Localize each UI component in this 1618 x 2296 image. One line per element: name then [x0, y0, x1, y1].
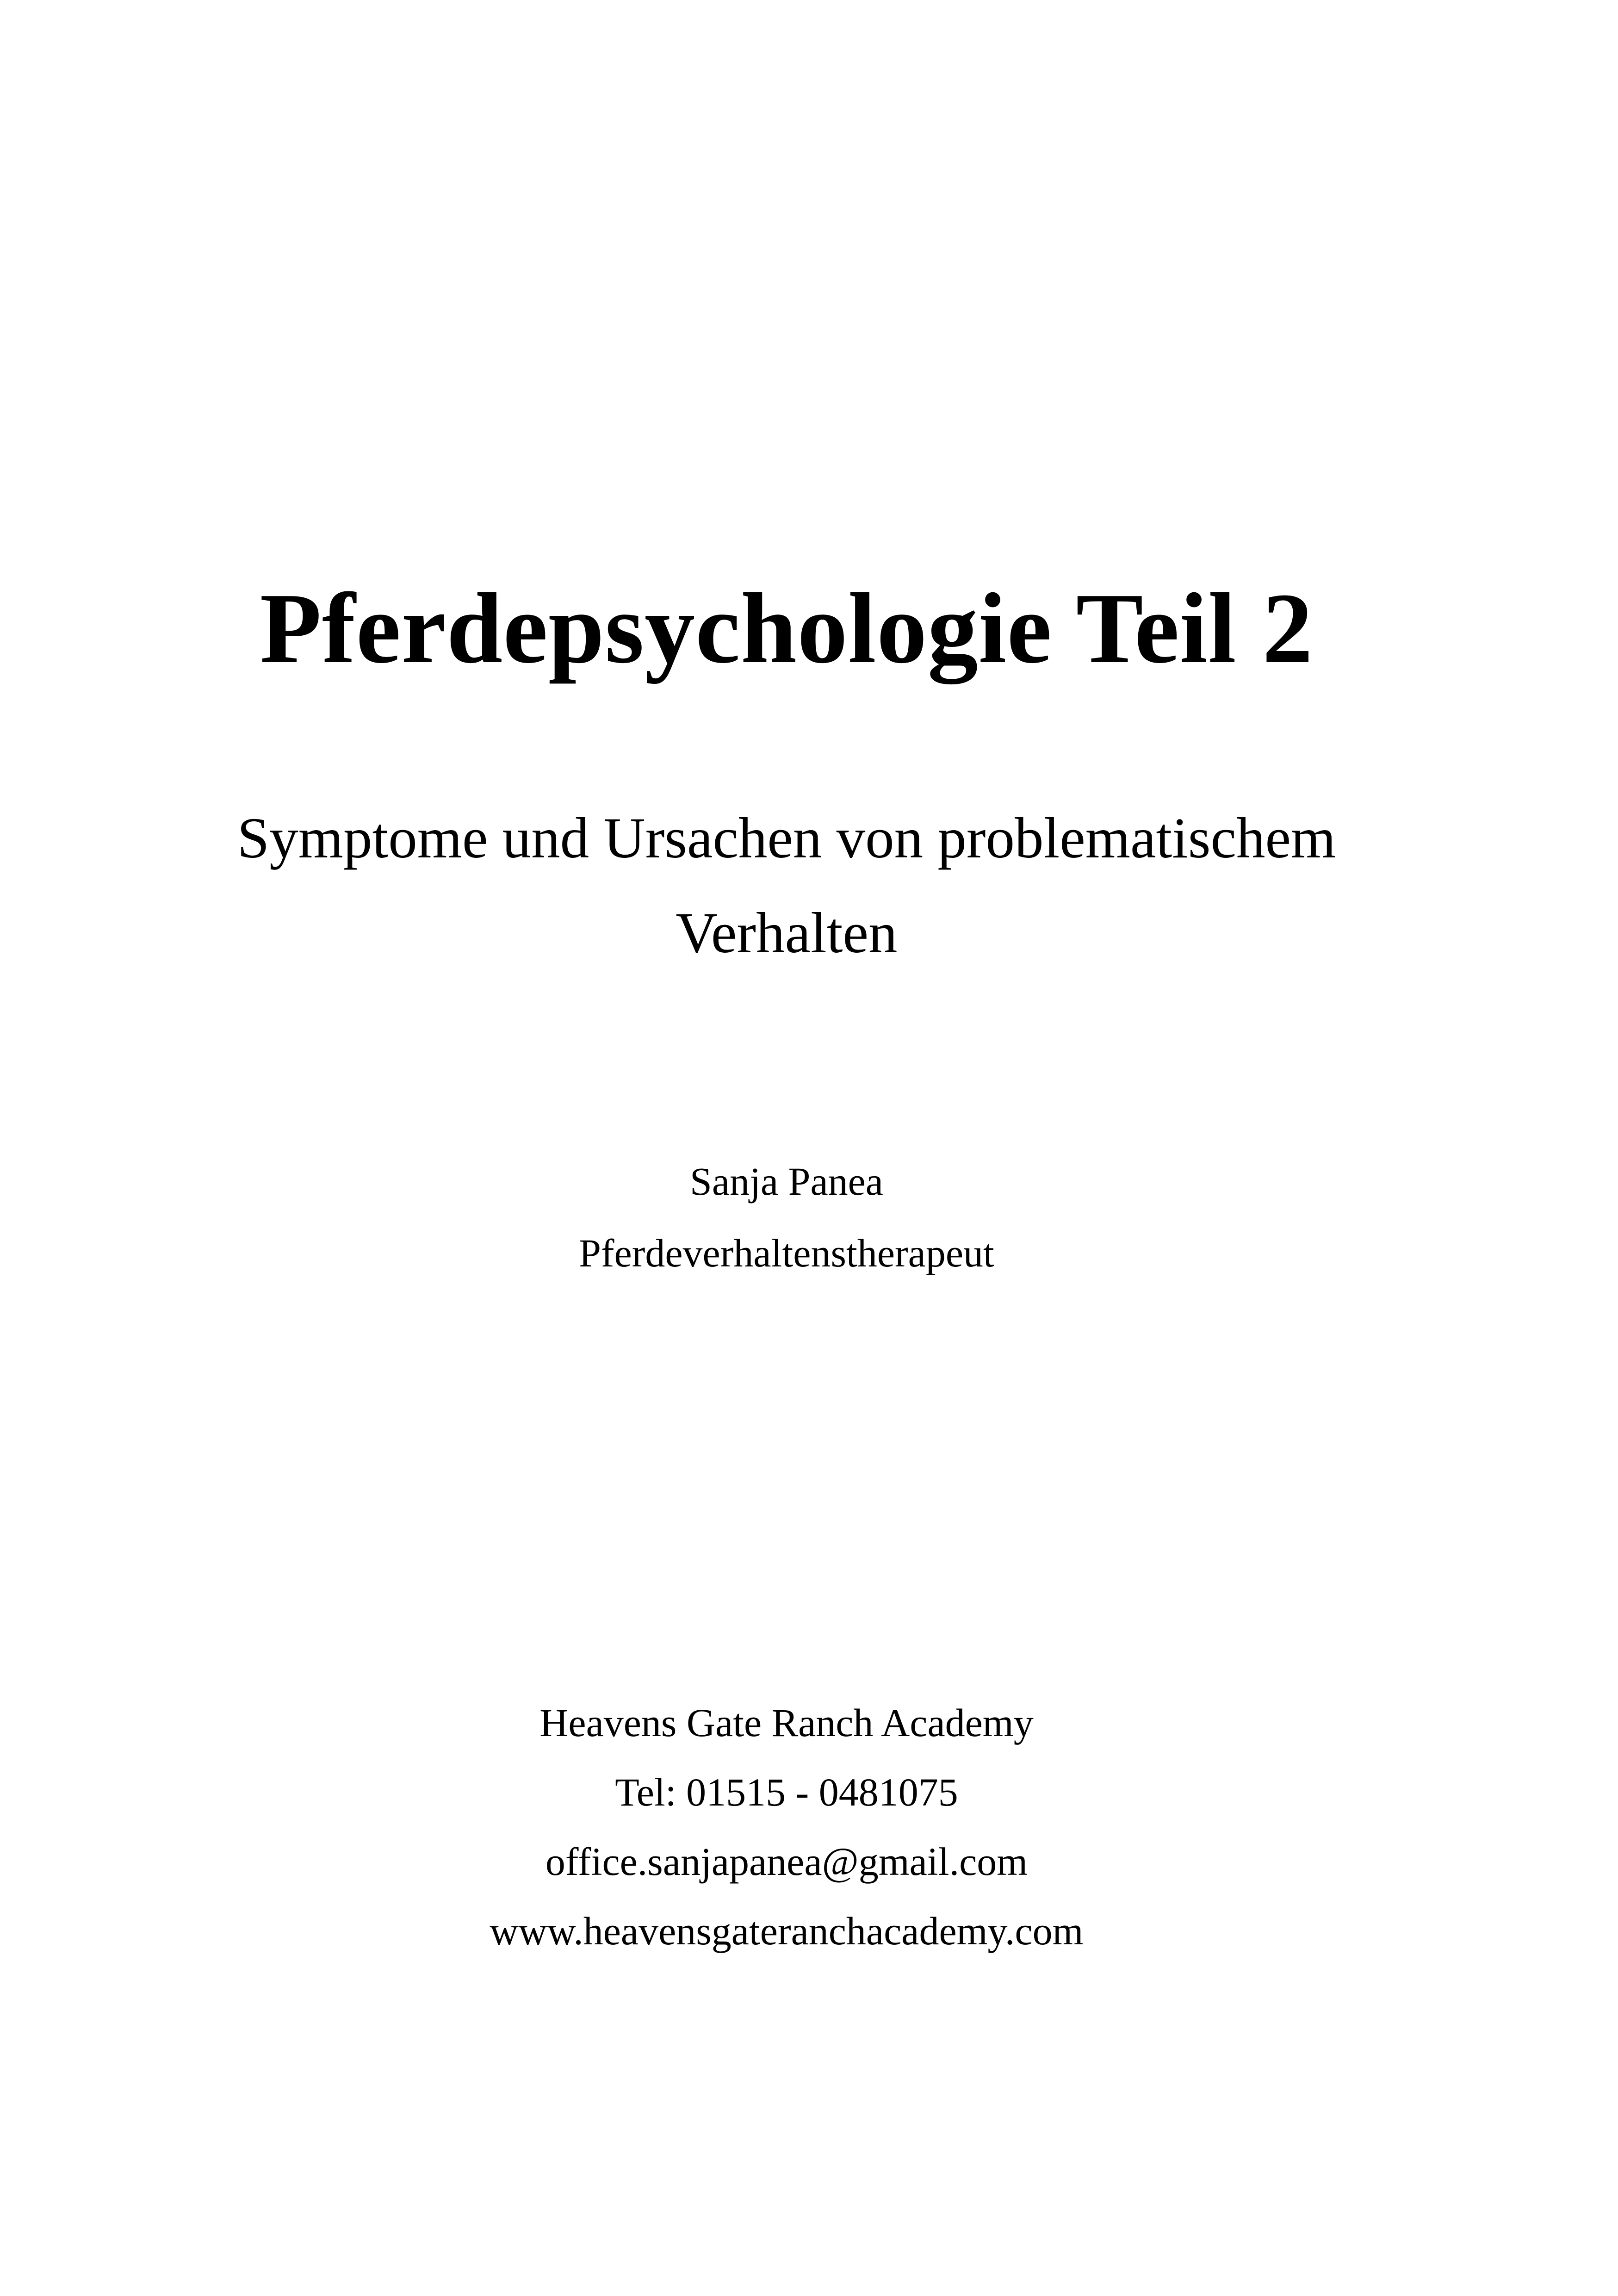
contact-website: www.heavensgateranchacademy.com	[490, 1909, 1084, 1953]
author-name: Sanja Panea	[690, 1159, 883, 1204]
subtitle-line-2: Verhalten	[676, 901, 898, 965]
contact-phone: Tel: 01515 - 0481075	[615, 1770, 958, 1814]
page-title: Pferdepsychologie Teil 2	[260, 573, 1314, 684]
author-role: Pferdeverhaltenstherapeut	[579, 1231, 994, 1275]
subtitle-line-1: Symptome und Ursachen von problematischem	[237, 807, 1336, 870]
contact-organization: Heavens Gate Ranch Academy	[539, 1700, 1034, 1745]
contact-email: office.sanjapanea@gmail.com	[545, 1839, 1028, 1884]
